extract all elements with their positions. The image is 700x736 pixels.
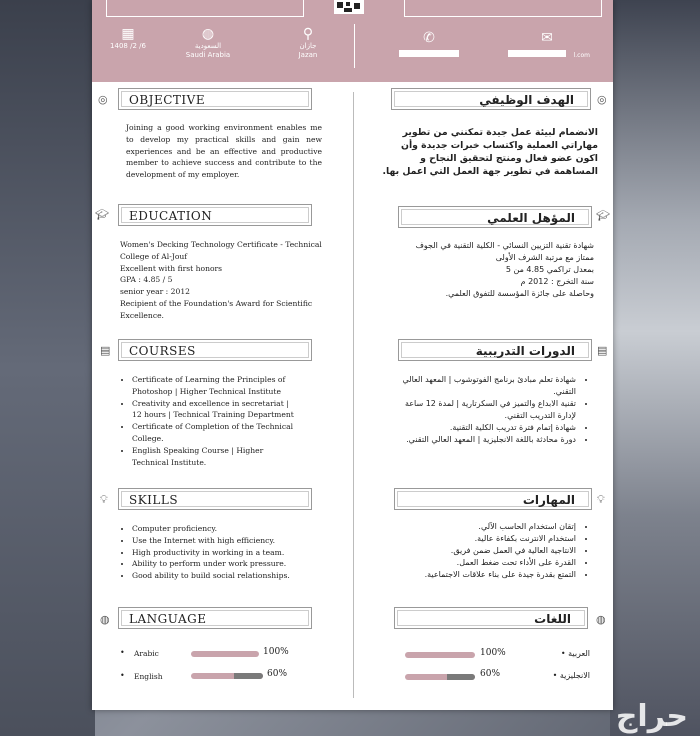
name-box-en bbox=[106, 0, 304, 17]
education-text: Women's Decking Technology Certificate - Technical College of Al-Jouf Excellent with first honors GPA : 4.85 / 5 senior year : 2012 Recipient of the Foundation's Award for Scientific Excellence. bbox=[120, 240, 322, 320]
courses-heading-ar: الدورات التدريبية bbox=[398, 339, 592, 361]
skills-list-ar bbox=[398, 521, 588, 581]
certificate-icon: ▤ bbox=[597, 344, 608, 357]
list-item: • Ability to perform under work pressure. bbox=[132, 558, 320, 570]
list-item: • القدرة على الأداء تحت ضغط العمل. bbox=[398, 557, 576, 569]
education-heading-ar: المؤهل العلمي bbox=[398, 206, 592, 228]
graduation-cap-icon: 🎓︎ bbox=[95, 208, 109, 221]
list-item: • تقنية الابداع والتميز في السكرتارية | لمدة 12 ساعة لإدارة التدريب التقني. bbox=[398, 398, 576, 422]
list-item: • استخدام الانترنت بكفاءة عالية. bbox=[398, 533, 576, 545]
list-item: • Certificate of Learning the Principles of Photoshop | Higher Technical Institute bbox=[132, 374, 300, 398]
header-divider bbox=[354, 24, 355, 68]
list-item: • التمتع بقدرة جيدة على بناء علاقات الاجتماعية. bbox=[398, 569, 576, 581]
list-item: • إتقان استخدام الحاسب الآلي. bbox=[398, 521, 576, 533]
courses-list-ar bbox=[398, 374, 588, 446]
target-icon: ◎ bbox=[98, 93, 108, 106]
column-divider bbox=[353, 92, 354, 698]
skills-heading-ar: المهارات bbox=[394, 488, 592, 510]
objective-text-ar: الانضمام لبيئة عمل جيدة تمكنني من تطوير مهاراتي العملية واكتساب خبرات جديدة وأن اكون عضو فعال ومنتج لتحقيق النجاح و المساهمة في تطوير جهة العمل التي اعمل بها. bbox=[382, 127, 598, 177]
birthdate: ▦ 1408 /2 /6 bbox=[98, 26, 158, 51]
language-row: الانجليزية • bbox=[552, 671, 590, 680]
list-item: • Certificate of Completion of the Technical College. bbox=[132, 421, 300, 445]
envelope-icon: ✉ bbox=[541, 30, 553, 46]
list-item: • Good ability to build social relationships. bbox=[132, 570, 320, 582]
calendar-icon: ▦ bbox=[121, 26, 135, 42]
list-item: • Use the Internet with high efficiency. bbox=[132, 535, 320, 547]
courses-heading: COURSES bbox=[118, 339, 312, 361]
phone-redacted bbox=[399, 50, 459, 57]
globe-icon: ◍ bbox=[596, 613, 606, 626]
city: ⚲ جازان Jazan bbox=[278, 26, 338, 60]
list-item: • شهادة إتمام فترة تدريب الكلية التقنية. bbox=[398, 422, 576, 434]
location-pin-icon: ⚲ bbox=[302, 26, 314, 42]
email-contact: ✉ l.com bbox=[504, 30, 590, 57]
skills-list bbox=[120, 523, 320, 582]
language-row: العربية • bbox=[560, 649, 590, 658]
globe-icon: ◍ bbox=[100, 613, 110, 626]
phone-contact bbox=[394, 30, 464, 57]
certificate-icon: ▤ bbox=[100, 344, 111, 357]
list-item: • شهادة تعلم مبادئ برنامج الفوتوشوب | المعهد العالي التقني. bbox=[398, 374, 576, 398]
arabic-level-bar bbox=[191, 651, 259, 657]
courses-list bbox=[120, 374, 300, 468]
background-right bbox=[610, 0, 700, 736]
english-level-bar-ar bbox=[405, 674, 475, 680]
list-item: • Computer proficiency. bbox=[132, 523, 320, 535]
education-text-ar: شهادة تقنية التزيين النسائي - الكلية التقنية في الجوف ممتاز مع مرتبة الشرف الأولى بمعدل تراكمي 4.85 من 5 سنة التخرج : 2012 م وحاصلة على جائزة المؤسسة للتفوق العلمي. bbox=[415, 241, 594, 298]
list-item: • Creativity and excellence in secretariat | 12 hours | Technical Training Department bbox=[132, 398, 300, 422]
english-level-bar bbox=[191, 673, 263, 679]
lightbulb-icon: 💡︎ bbox=[597, 493, 605, 506]
country: ◍ السعودية Saudi Arabia bbox=[178, 26, 238, 60]
background-left bbox=[0, 0, 95, 736]
graduation-cap-icon: 🎓︎ bbox=[596, 209, 610, 222]
watermark-logo: حراج bbox=[615, 699, 688, 734]
objective-heading-ar: الهدف الوظيفي bbox=[391, 88, 591, 110]
objective-heading: OBJECTIVE bbox=[118, 88, 312, 110]
arabic-level-bar-ar bbox=[405, 652, 475, 658]
education-heading: EDUCATION bbox=[118, 204, 312, 226]
language-heading: LANGUAGE bbox=[118, 607, 312, 629]
name-box-ar bbox=[404, 0, 602, 17]
skills-heading: SKILLS bbox=[118, 488, 312, 510]
qr-code-icon bbox=[334, 0, 364, 14]
list-item: • دورة محادثة باللغة الانجليزية | المعهد العالي التقني. bbox=[398, 434, 576, 446]
globe-icon: ◍ bbox=[201, 26, 215, 42]
target-icon: ◎ bbox=[597, 93, 607, 106]
resume-header bbox=[92, 0, 613, 82]
objective-text: Joining a good working environment enables me to develop my practical skills and gain new experiences and be an effective and productive member to achieve success and contribute to the development of my employer. bbox=[126, 123, 322, 180]
email-redacted bbox=[508, 50, 566, 57]
lightbulb-icon: 💡︎ bbox=[100, 493, 108, 506]
list-item: • High productivity in working in a team. bbox=[132, 547, 320, 559]
language-heading-ar: اللغات bbox=[394, 607, 588, 629]
phone-icon: ✆ bbox=[423, 30, 435, 46]
resume-page: ▦ 1408 /2 /6 ◍ السعودية Saudi Arabia ⚲ جازان Jazan ✆ ✉ l.com ◎ OBJECTIVE Joining a good working environment enables me to develop my practical skills and gain new experiences and be an effective and productive member to achieve success and contribute to the development of my employer. 🎓︎ EDUCATION Women's Decking Technology Certificate - Technical College of Al-Jouf Excellent with first honors GPA : 4.85 / 5 senior year : 2012 Recipient of the Foundation's Award for Scientific Excellence. ▤ COURSES • Certificate of Learning the Principles of Photoshop | Higher Technical Institute • Creativity and excellence in secretariat | 12 hours | Technical Training Department • Certificate of Completion of the Technical College. • English Speaking Course | Higher Technical Institute. 💡︎ SKILLS • Computer proficiency. • Use the Internet with high efficiency. • High productivity in working in a team. • Ability to perform under work pressure. • Good ability to build social relationships. ◍ LANGUAGE • Arabic 100% • English 60% ◎ الهدف الوظيفي الانضمام لبيئة عمل جيدة تمكنني من تطوير مهاراتي العملية واكتساب خبرات جديدة وأن اكون عضو فعال ومنتج لتحقيق النجاح و المساهمة في تطوير جهة العمل التي اعمل بها. 🎓︎ المؤهل العلمي شهادة تقنية التزيين النسائي - الكلية التقنية في الجوف ممتاز مع مرتبة الشرف الأولى بمعدل تراكمي 4.85 من 5 سنة التخرج : 2012 م وحاصلة على جائزة المؤسسة للتفوق العلمي. ▤ الدورات التدريبية • شهادة تعلم مبادئ برنامج الفوتوشوب | المعهد العالي التقني. • تقنية الابداع والتميز في السكرتارية | لمدة 12 ساعة لإدارة التدريب التقني. • شهادة إتمام فترة تدريب الكلية التقنية. • دورة محادثة باللغة الانجليزية | المعهد العالي التقني. 💡︎ المهارات • إتقان استخدام الحاسب الآلي. • استخدام الانترنت بكفاءة عالية. • الانتاجية العالية في العمل ضمن فريق. • القدرة على الأداء تحت ضغط العمل. • التمتع بقدرة جيدة على بناء علاقات الاجتماعية. ◍ اللغات 100% العربية • 60% الانجليزية • bbox=[92, 0, 613, 710]
list-item: • الانتاجية العالية في العمل ضمن فريق. bbox=[398, 545, 576, 557]
list-item: • English Speaking Course | Higher Technical Institute. bbox=[132, 445, 300, 469]
